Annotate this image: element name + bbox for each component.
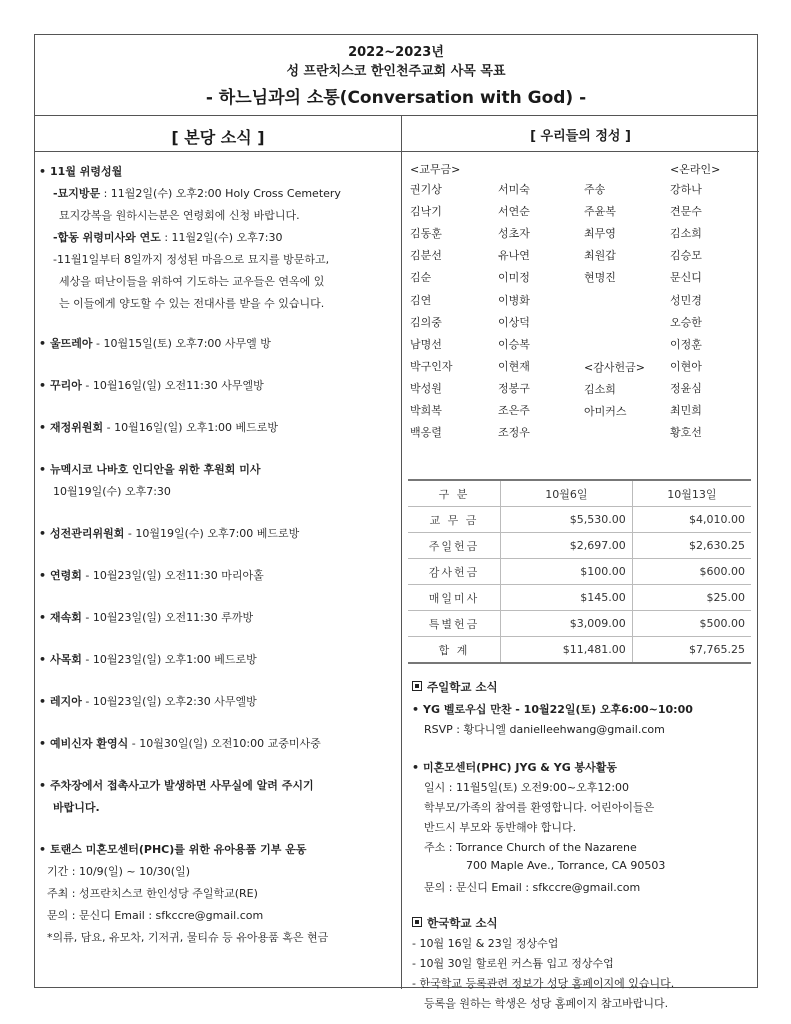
amount-cell: $4,010.00 (632, 507, 751, 533)
bulletin-frame (34, 34, 758, 1010)
memorial-mass-line (53, 229, 282, 245)
donor-name: 백옹렬 (410, 426, 442, 440)
item-label: 뉴멕시코 나바호 인디안을 위한 후원회 미사 (50, 463, 261, 476)
donor-name: 강하나 (670, 183, 702, 196)
donation-items: *의류, 담요, 유모차, 기저귀, 물티슈 등 유아용품 혹은 현금 (47, 931, 329, 944)
phc-line: 학부모/가족의 참여를 환영합니다. 어린아이들은 (424, 801, 655, 814)
donor-name: 성민경 (670, 293, 702, 307)
item-label: 주차장에서 접촉사고가 발생하면 사무실에 알려 주시기 (50, 779, 314, 792)
news-item-finance: • 재정위원회 - 10월16일(일) 오후1:00 베드로방 (39, 421, 279, 434)
donor-name: 박구인자 (410, 359, 453, 373)
item-label: -합동 위령미사와 연도 (53, 231, 161, 244)
amount-cell: $600.00 (632, 559, 751, 585)
row-label: 합 계 (408, 637, 501, 664)
item-label: 성전관리위원회 (50, 527, 125, 540)
amount-cell: $145.00 (501, 585, 633, 611)
donor-name: 김동훈 (410, 227, 442, 241)
amount-cell: $25.00 (632, 585, 751, 611)
item-label: 울뜨레아 (50, 337, 93, 350)
phc-line: 주소 : Torrance Church of the Nazarene (424, 841, 637, 854)
header-thanks: <감사헌금> (584, 361, 645, 374)
offering-table (408, 479, 751, 664)
donor-name: 이정훈 (670, 337, 702, 351)
theme-title: - 하느님과의 소통(Conversation with God) - (205, 88, 587, 108)
table-row (408, 559, 751, 585)
row-label: 교 무 금 (408, 507, 501, 533)
item-label: 11월 위령성월 (50, 165, 123, 178)
korean-school-line: - 10월 30일 할로윈 커스튬 입고 정상수업 (412, 957, 614, 970)
amount-cell: $2,697.00 (501, 533, 633, 559)
news-item-curia: • 꾸리아 - 10월16일(일) 오전11:30 사무엘방 (39, 379, 264, 392)
cemetery-visit-line (53, 185, 341, 201)
korean-school-title: 한국학교 소식 (427, 916, 498, 930)
news-item-funeral: • 연령회 - 10월23일(일) 오전11:30 마리아홀 (39, 569, 264, 582)
item-detail: - 10월23일(일) 오후2:30 사무엘방 (81, 695, 257, 708)
donor-name: 서연순 (498, 205, 530, 219)
table-header: 10월6일 (501, 480, 633, 507)
item-label: 꾸리아 (50, 379, 82, 392)
table-row (408, 507, 751, 533)
amount-cell: $7,765.25 (632, 637, 751, 664)
square-bullet-icon (412, 917, 422, 927)
item-detail: - 10월19일(수) 오후7:00 베드로방 (124, 527, 300, 540)
news-item-facility: • 성전관리위원회 - 10월19일(수) 오후7:00 베드로방 (39, 527, 300, 540)
donor-name: 이상덕 (498, 315, 530, 329)
item-detail: - 10월30일(일) 오전10:00 교중미사중 (128, 737, 321, 750)
indulgence-line-1: -11월1일부터 8일까지 정성된 마음으로 묘지를 방문하고, (53, 253, 330, 266)
korean-school-heading (412, 915, 498, 931)
indulgence-line-3: 는 이들에게 양도할 수 있는 전대사를 받을 수 있습니다. (59, 297, 325, 310)
donor-name: 김낙기 (410, 205, 442, 219)
amount-cell: $100.00 (501, 559, 633, 585)
bulletin-header (35, 35, 757, 116)
donor-name: 최원갑 (584, 249, 616, 263)
item-label: 토랜스 미혼모센터(PHC)를 위한 유아용품 기부 운동 (50, 843, 307, 856)
header-online: <온라인> (670, 163, 721, 176)
donor-name: 김승모 (670, 249, 702, 263)
news-item-secular: • 재속회 - 10월23일(일) 오전11:30 루까방 (39, 611, 254, 624)
korean-school-line: - 한국학교 등록관련 정보가 성당 홈페이지에 있습니다. (412, 977, 675, 990)
donor-name: 김소희 (584, 383, 616, 396)
row-label: 주일헌금 (408, 533, 501, 559)
donor-name: 성초자 (498, 227, 530, 241)
item-label: -묘지방문 (53, 187, 101, 200)
item-label: YG 벨로우십 만찬 - 10월22일(토) 오후6:00~10:00 (423, 703, 693, 716)
offerings-title: [ 우리들의 정성 ] (530, 129, 631, 144)
donor-name: 견문수 (670, 205, 702, 219)
donor-name: 주윤복 (584, 205, 616, 219)
item-detail: - 10월23일(일) 오후1:00 베드로방 (81, 653, 257, 666)
item-detail: : 11월2일(수) 오후2:00 Holy Cross Cemetery (100, 187, 341, 200)
news-item-regia: • 레지아 - 10월23일(일) 오후2:30 사무엘방 (39, 695, 257, 708)
donation-period: 기간 : 10/9(일) ~ 10/30(일) (47, 865, 190, 878)
square-bullet-icon (412, 681, 422, 691)
donor-name: 박성원 (410, 381, 442, 395)
table-header: 10월13일 (632, 480, 751, 507)
yg-fellowship-line: • YG 벨로우십 만찬 - 10월22일(토) 오후6:00~10:00 (412, 703, 693, 716)
news-item-parking: • 주차장에서 접촉사고가 발생하면 사무실에 알려 주시기 (39, 779, 314, 792)
table-total-row (408, 637, 751, 664)
parking-line-2: 바랍니다. (53, 801, 100, 814)
donor-name: 주송 (584, 183, 606, 196)
item-label: 연령회 (50, 569, 82, 582)
donor-name: 오승한 (670, 315, 702, 329)
row-label: 감사헌금 (408, 559, 501, 585)
donor-name: 이현아 (670, 359, 702, 373)
item-label: 사목회 (50, 653, 82, 666)
donor-name: 남명선 (410, 337, 442, 351)
item-detail: - 10월23일(일) 오전11:30 마리아홀 (81, 569, 264, 582)
news-item-navajo: • 뉴멕시코 나바호 인디안을 위한 후원회 미사 (39, 463, 261, 476)
title-divider (402, 151, 759, 152)
item-detail: : 11월2일(수) 오후7:30 (160, 231, 283, 244)
amount-cell: $2,630.25 (632, 533, 751, 559)
table-row (408, 533, 751, 559)
korean-school-line: - 10월 16일 & 23일 정상수업 (412, 937, 559, 950)
offerings-column (402, 115, 759, 1010)
title-divider (35, 151, 401, 152)
news-item-catechumen: • 예비신자 환영식 - 10월30일(일) 오전10:00 교중미사중 (39, 737, 321, 750)
donor-name: 이병화 (498, 293, 530, 307)
donor-name: 박희복 (410, 404, 442, 417)
donor-name: 현명진 (584, 271, 616, 285)
donor-name: 황호선 (670, 426, 702, 440)
donor-name: 김분선 (410, 249, 442, 263)
donation-contact: 문의 : 문신디 Email : sfkccre@gmail.com (47, 909, 264, 922)
year-label: 2022~2023년 (348, 45, 444, 60)
amount-cell: $11,481.00 (501, 637, 633, 664)
yg-rsvp-line: RSVP : 황다니엘 danielleehwang@gmail.com (424, 723, 665, 736)
donor-name: 최민희 (670, 404, 702, 417)
amount-cell: $3,009.00 (501, 611, 633, 637)
row-label: 매일미사 (408, 585, 501, 611)
parish-news-title: [ 본당 소식 ] (171, 128, 265, 147)
donor-name: 조은주 (498, 404, 530, 417)
item-detail: - 10월16일(일) 오전11:30 사무엘방 (81, 379, 264, 392)
amount-cell: $5,530.00 (501, 507, 633, 533)
item-detail: - 10월16일(일) 오후1:00 베드로방 (103, 421, 279, 434)
donor-name: 조정우 (498, 426, 530, 440)
donor-name: 서미숙 (498, 183, 530, 196)
sunday-school-heading (412, 679, 498, 695)
parish-news-column (35, 115, 401, 989)
phc-line: 반드시 부모와 동반해야 합니다. (424, 821, 577, 834)
donor-name: 이승복 (498, 337, 530, 351)
donation-host: 주최 : 성프란치스코 한인성당 주일학교(RE) (47, 887, 258, 900)
donor-name: 이미정 (498, 271, 530, 285)
header-gyomu: <교무금> (410, 163, 461, 176)
news-item-donation: • 토랜스 미혼모센터(PHC)를 위한 유아용품 기부 운동 (39, 843, 307, 856)
donor-name: 정윤심 (670, 381, 702, 395)
news-item-ultreya: • 울뜨레아 - 10월15일(토) 오후7:00 사무엘 방 (39, 337, 271, 350)
donor-name: 최무영 (584, 227, 616, 241)
table-header-row (408, 480, 751, 507)
table-row (408, 585, 751, 611)
donor-name: 아미커스 (584, 405, 627, 419)
item-label: 레지아 (50, 695, 82, 708)
news-item-pastoral: • 사목회 - 10월23일(일) 오후1:00 베드로방 (39, 653, 257, 666)
donor-name: 김의중 (410, 315, 442, 329)
donor-name: 김순 (410, 271, 432, 285)
cemetery-blessing-line: 묘지강복을 원하시는분은 연령회에 신청 바랍니다. (59, 209, 300, 222)
table-header: 구 분 (408, 480, 501, 507)
item-detail: - 10월23일(일) 오전11:30 루까방 (81, 611, 254, 624)
table-row (408, 611, 751, 637)
amount-cell: $500.00 (632, 611, 751, 637)
phc-line: 일시 : 11월5일(토) 오전9:00~오후12:00 (424, 781, 630, 794)
item-detail: - 10월15일(토) 오후7:00 사무엘 방 (92, 337, 271, 350)
donor-name: 이현재 (498, 359, 530, 373)
phc-volunteer-heading: • 미혼모센터(PHC) JYG & YG 봉사활동 (412, 761, 618, 774)
item-label: 재정위원회 (50, 421, 104, 434)
donor-name: 권기상 (410, 183, 442, 196)
row-label: 특별헌금 (408, 611, 501, 637)
phc-line: 문의 : 문신디 Email : sfkccre@gmail.com (424, 881, 641, 894)
donor-name: 김연 (410, 293, 432, 307)
indulgence-line-2: 세상을 떠난이들을 위하여 기도하는 교우들은 연옥에 있 (59, 275, 325, 288)
korean-school-line: 등록을 원하는 학생은 성당 홈페이지 참고바랍니다. (424, 997, 669, 1010)
item-label: 예비신자 환영식 (50, 737, 129, 750)
donor-name: 정봉구 (498, 381, 530, 395)
sunday-school-title: 주일학교 소식 (427, 680, 498, 694)
donor-name: 김소희 (670, 227, 702, 241)
parish-goal-title: 성 프란치스코 한인천주교회 사목 목표 (286, 64, 506, 79)
item-label: 미혼모센터(PHC) JYG & YG 봉사활동 (423, 761, 618, 774)
navajo-date-line: 10월19일(수) 오후7:30 (53, 485, 171, 498)
phc-line: 700 Maple Ave., Torrance, CA 90503 (466, 859, 666, 872)
news-item-november: • 11월 위령성월 (39, 165, 123, 178)
item-label: 재속회 (50, 611, 82, 624)
donor-name: 문신디 (670, 271, 702, 285)
donor-name: 유나연 (498, 249, 530, 263)
